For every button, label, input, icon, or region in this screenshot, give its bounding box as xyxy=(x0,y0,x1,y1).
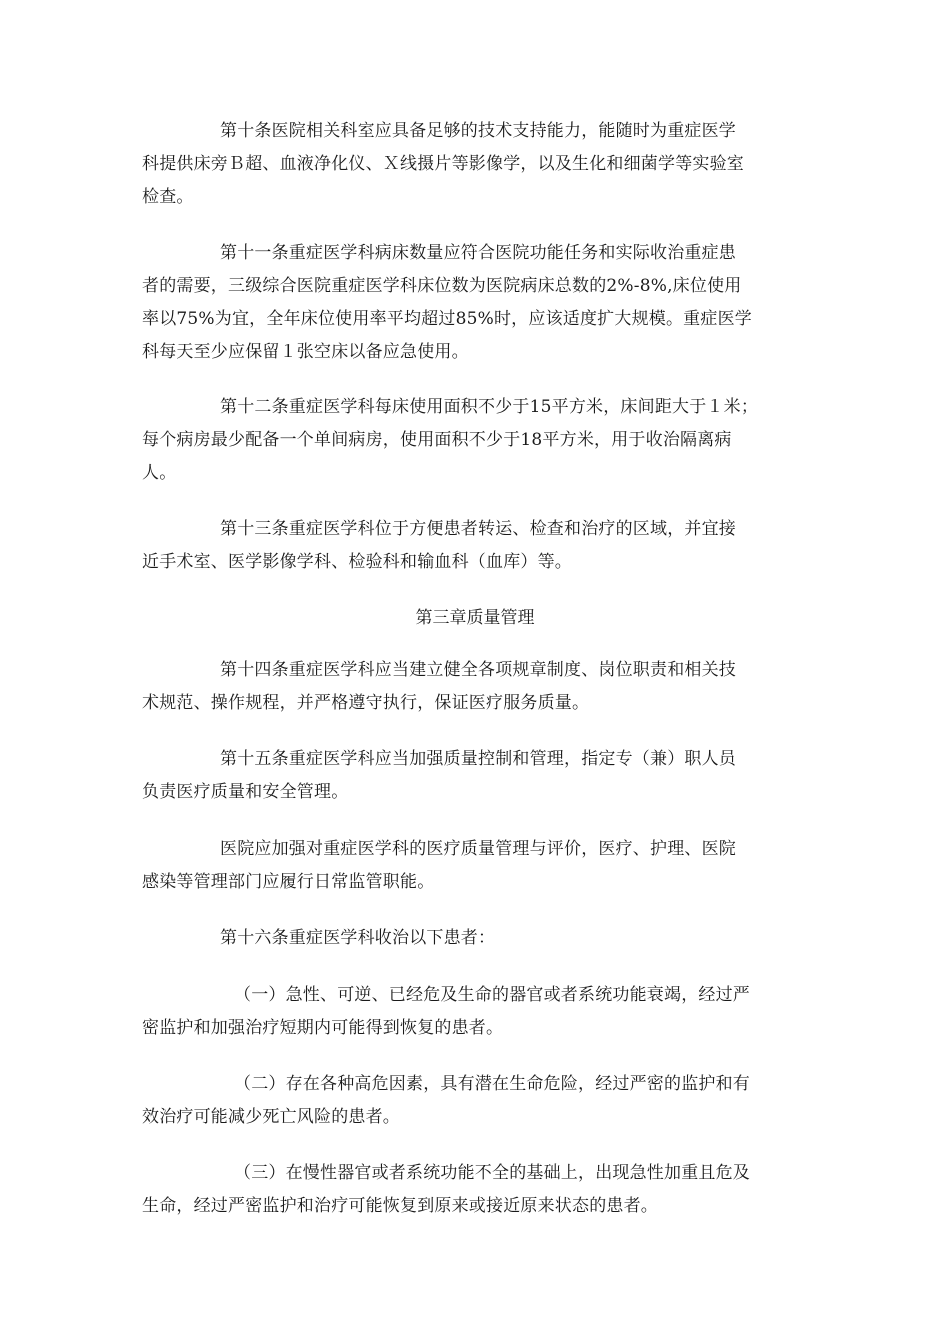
text-line: 第十条医院相关科室应具备足够的技术支持能力，能随时为重症医学 xyxy=(220,121,736,141)
chapter-3-title: 第三章质量管理 xyxy=(415,608,535,628)
article-10-paragraph xyxy=(142,115,822,214)
text-line: （三）在慢性器官或者系统功能不全的基础上，出现急性加重且危及 xyxy=(234,1163,750,1183)
text-line: 第十三条重症医学科位于方便患者转运、检查和治疗的区域，并宜接 xyxy=(220,519,736,539)
text-line: 生命，经过严密监护和治疗可能恢复到原来或接近原来状态的患者。 xyxy=(142,1196,658,1216)
article-15-paragraph xyxy=(142,743,822,809)
article-12-paragraph xyxy=(142,391,822,490)
text-line: 第十四条重症医学科应当建立健全各项规章制度、岗位职责和相关技 xyxy=(220,660,736,680)
text-line: 第十六条重症医学科收治以下患者： xyxy=(220,928,496,948)
article-11-paragraph xyxy=(142,237,822,369)
text-line: （一）急性、可逆、已经危及生命的器官或者系统功能衰竭，经过严 xyxy=(234,985,750,1005)
text-line: 第十五条重症医学科应当加强质量控制和管理，指定专（兼）职人员 xyxy=(220,749,736,769)
text-line: 效治疗可能减少死亡风险的患者。 xyxy=(142,1107,400,1127)
article-13-paragraph xyxy=(142,513,822,579)
text-line: 第十一条重症医学科病床数量应符合医院功能任务和实际收治重症患 xyxy=(220,243,736,263)
article-16-paragraph xyxy=(142,922,822,955)
text-line: 检查。 xyxy=(142,187,194,207)
item-3-paragraph xyxy=(142,1157,822,1223)
article-15-supplement-paragraph xyxy=(142,833,822,899)
text-line: 近手术室、医学影像学科、检验科和输血科（血库）等。 xyxy=(142,552,572,572)
text-line: 每个病房最少配备一个单间病房，使用面积不少于18平方米，用于收治隔离病 xyxy=(142,430,732,450)
item-2-paragraph xyxy=(142,1068,822,1134)
text-line: 者的需要，三级综合医院重症医学科床位数为医院病床总数的2%-8%,床位使用 xyxy=(142,276,742,296)
text-line: 科提供床旁Ｂ超、血液净化仪、Ｘ线摄片等影像学，以及生化和细菌学等实验室 xyxy=(142,154,744,174)
article-14-paragraph xyxy=(142,654,822,720)
text-line: 第十二条重症医学科每床使用面积不少于15平方米，床间距大于１米； xyxy=(220,397,759,417)
item-1-paragraph xyxy=(142,979,822,1045)
text-line: 率以75%为宜，全年床位使用率平均超过85%时，应该适度扩大规模。重症医学 xyxy=(142,309,752,329)
text-line: 术规范、操作规程，并严格遵守执行，保证医疗服务质量。 xyxy=(142,693,590,713)
text-line: 感染等管理部门应履行日常监管职能。 xyxy=(142,872,435,892)
text-line: 人。 xyxy=(142,463,177,483)
text-line: 科每天至少应保留１张空床以备应急使用。 xyxy=(142,342,469,362)
text-line: （二）存在各种高危因素，具有潜在生命危险，经过严密的监护和有 xyxy=(234,1074,750,1094)
text-line: 负责医疗质量和安全管理。 xyxy=(142,782,349,802)
text-line: 医院应加强对重症医学科的医疗质量管理与评价，医疗、护理、医院 xyxy=(220,839,736,859)
text-line: 密监护和加强治疗短期内可能得到恢复的患者。 xyxy=(142,1018,504,1038)
